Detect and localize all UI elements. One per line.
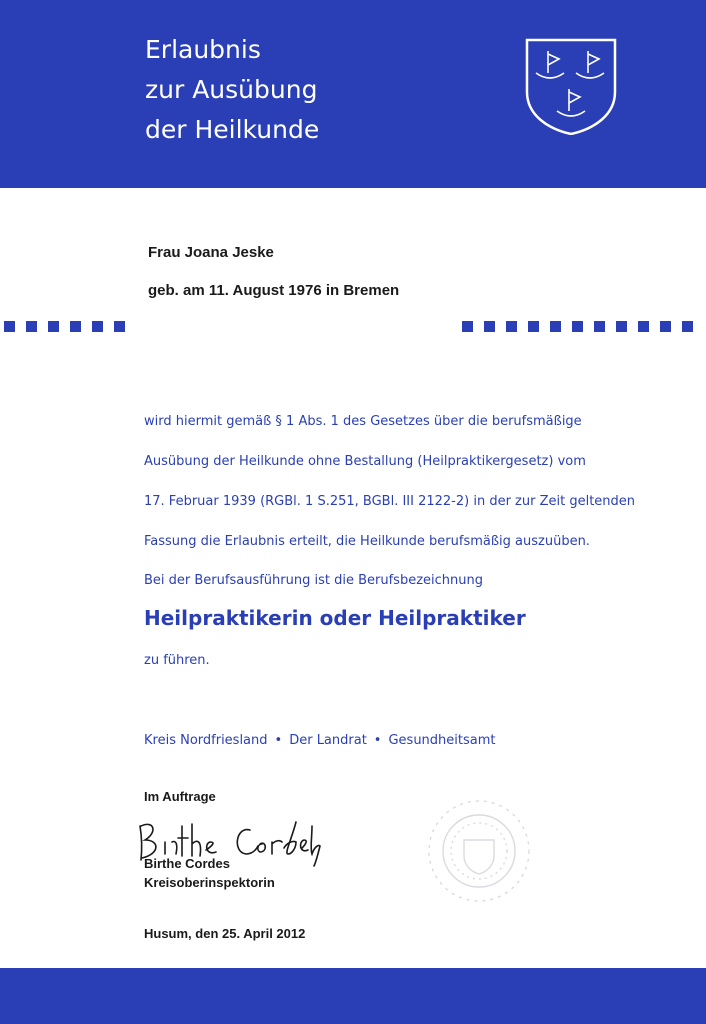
- recipient-name: Frau Joana Jeske: [148, 244, 274, 261]
- document-title: [145, 30, 319, 150]
- body-line-3: 17. Februar 1939 (RGBl. 1 S.251, BGBl. III 2122-2) in der zur Zeit geltenden: [144, 494, 636, 509]
- header-band: [0, 0, 706, 188]
- body-line-1: wird hiermit gemäß § 1 Abs. 1 des Gesetzes über die berufsmäßige: [144, 414, 582, 429]
- profession-title: Heilpraktikerin oder Heilpraktiker: [144, 606, 526, 630]
- divider-dots-left: [4, 321, 125, 332]
- body-line-2: Ausübung der Heilkunde ohne Bestallung (Heilpraktikergesetz) vom: [144, 454, 586, 469]
- separator: •: [373, 733, 382, 748]
- title-line-3: der Heilkunde: [145, 115, 320, 144]
- body-line-4: Fassung die Erlaubnis erteilt, die Heilkunde berufsmäßig auszuüben.: [144, 534, 590, 549]
- embossed-seal-icon: [426, 798, 532, 904]
- on-behalf-label: Im Auftrage: [144, 789, 216, 804]
- place-date: Husum, den 25. April 2012: [144, 926, 306, 941]
- authority-office: Der Landrat: [289, 733, 367, 748]
- authority-department: Gesundheitsamt: [388, 733, 496, 748]
- title-line-2: zur Ausübung: [145, 75, 318, 104]
- signatory-role: Kreisoberinspektorin: [144, 875, 275, 890]
- divider-dots-right: [462, 321, 693, 332]
- authority-district: Kreis Nordfriesland: [144, 733, 268, 748]
- issuing-authority: [144, 733, 496, 748]
- signatory-name: Birthe Cordes: [144, 856, 230, 871]
- recipient-birth: geb. am 11. August 1976 in Bremen: [148, 282, 400, 299]
- coat-of-arms-icon: [524, 37, 618, 135]
- separator: •: [274, 733, 283, 748]
- closing-line: zu führen.: [144, 653, 210, 668]
- title-line-1: Erlaubnis: [145, 35, 261, 64]
- footer-band: [0, 968, 706, 1024]
- body-line-5: Bei der Berufsausführung ist die Berufsbezeichnung: [144, 573, 483, 588]
